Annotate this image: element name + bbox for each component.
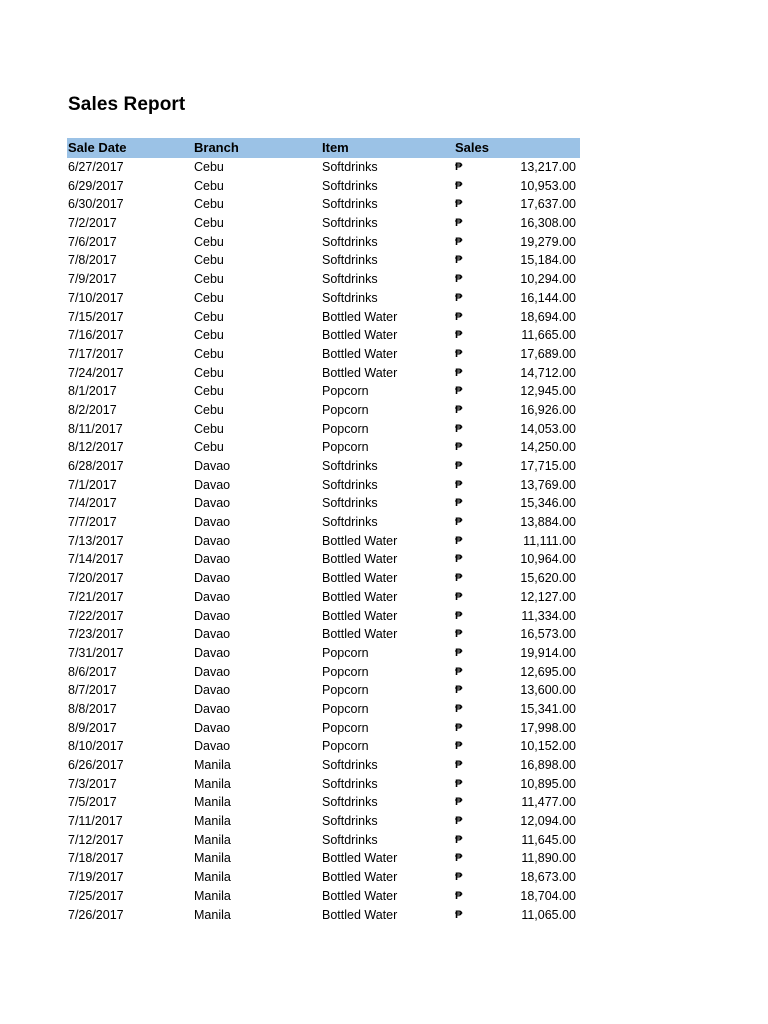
peso-sign-icon: ₱	[455, 329, 463, 342]
table-row	[67, 775, 580, 794]
cell-sales-amount: 11,665.00	[521, 328, 576, 343]
cell-sale-date: 7/12/2017	[68, 832, 124, 847]
cell-sale-date: 7/31/2017	[68, 645, 124, 660]
peso-sign-icon: ₱	[455, 665, 463, 678]
column-header-item: Item	[322, 140, 349, 155]
cell-item: Popcorn	[322, 421, 369, 436]
peso-sign-icon: ₱	[455, 684, 463, 697]
cell-sales-amount: 19,279.00	[520, 234, 576, 249]
table-row	[67, 906, 580, 925]
table-row	[67, 494, 580, 513]
peso-sign-icon: ₱	[455, 161, 463, 173]
peso-sign-icon: ₱	[455, 702, 463, 715]
peso-sign-icon: ₱	[455, 254, 463, 267]
cell-sale-date: 7/1/2017	[68, 477, 117, 492]
cell-sales-amount: 13,884.00	[520, 515, 576, 530]
peso-sign-icon: ₱	[455, 385, 463, 398]
cell-item: Bottled Water	[322, 627, 398, 642]
cell-item: Bottled Water	[322, 571, 398, 586]
table-header	[67, 138, 580, 158]
cell-item: Softdrinks	[322, 272, 378, 287]
cell-sale-date: 8/10/2017	[68, 739, 124, 754]
cell-item: Bottled Water	[322, 365, 398, 380]
peso-sign-icon: ₱	[455, 721, 463, 734]
cell-sales-amount: 15,620.00	[520, 571, 576, 586]
table-row	[67, 457, 580, 476]
cell-sale-date: 7/24/2017	[68, 365, 124, 380]
cell-item: Popcorn	[322, 645, 369, 660]
cell-sales-amount: 15,341.00	[520, 701, 576, 716]
peso-sign-icon: ₱	[455, 572, 463, 585]
cell-sales-amount: 12,127.00	[520, 589, 576, 604]
cell-sale-date: 7/5/2017	[68, 795, 117, 810]
table-row	[67, 364, 580, 383]
cell-sale-date: 7/6/2017	[68, 234, 117, 249]
cell-sales-amount: 18,704.00	[520, 888, 576, 903]
table-row	[67, 214, 580, 233]
table-row	[67, 382, 580, 401]
cell-item: Softdrinks	[322, 459, 378, 473]
cell-sales-amount: 15,346.00	[520, 496, 576, 511]
peso-sign-icon: ₱	[455, 497, 463, 510]
cell-branch: Cebu	[194, 384, 224, 399]
table-row	[67, 737, 580, 756]
table-row	[67, 438, 580, 457]
cell-item: Bottled Water	[322, 608, 398, 623]
table-row	[67, 849, 580, 868]
cell-branch: Davao	[194, 589, 231, 604]
cell-sales-amount: 15,184.00	[520, 253, 576, 268]
cell-branch: Cebu	[194, 197, 224, 212]
cell-sales-amount: 11,890.00	[521, 851, 576, 866]
cell-branch: Cebu	[194, 440, 224, 455]
cell-sale-date: 7/18/2017	[68, 851, 124, 866]
cell-sale-date: 8/6/2017	[68, 664, 117, 679]
cell-item: Bottled Water	[322, 552, 398, 567]
cell-sales-amount: 16,898.00	[520, 758, 576, 772]
table-row	[67, 401, 580, 420]
cell-item: Bottled Water	[322, 907, 398, 922]
cell-sale-date: 8/8/2017	[68, 701, 117, 716]
table-row	[67, 569, 580, 588]
cell-sales-amount: 12,094.00	[520, 814, 576, 829]
cell-item: Popcorn	[322, 440, 369, 455]
cell-item: Popcorn	[322, 720, 369, 735]
cell-sale-date: 7/26/2017	[68, 907, 124, 922]
cell-item: Softdrinks	[322, 178, 378, 193]
cell-item: Softdrinks	[322, 832, 378, 847]
peso-sign-icon: ₱	[455, 179, 463, 192]
cell-branch: Davao	[194, 701, 231, 716]
cell-sales-amount: 10,895.00	[520, 776, 576, 791]
table-row	[67, 270, 580, 289]
cell-sales-amount: 13,600.00	[520, 683, 576, 698]
cell-branch: Cebu	[194, 234, 224, 249]
cell-sale-date: 7/25/2017	[68, 888, 124, 903]
cell-item: Popcorn	[322, 384, 369, 399]
cell-sales-amount: 10,152.00	[520, 739, 576, 754]
cell-item: Softdrinks	[322, 197, 378, 212]
cell-item: Bottled Water	[322, 533, 398, 548]
cell-sales-amount: 13,769.00	[520, 477, 576, 492]
cell-item: Popcorn	[322, 664, 369, 679]
table-row	[67, 308, 580, 327]
cell-sales-amount: 17,715.00	[520, 459, 576, 473]
cell-branch: Davao	[194, 496, 231, 511]
table-body	[67, 158, 580, 924]
cell-branch: Cebu	[194, 216, 224, 231]
table-row	[67, 644, 580, 663]
cell-branch: Manila	[194, 758, 231, 772]
cell-sales-amount: 13,217.00	[520, 160, 576, 174]
table-row	[67, 158, 580, 177]
cell-sale-date: 7/16/2017	[68, 328, 124, 343]
cell-item: Softdrinks	[322, 496, 378, 511]
cell-sale-date: 8/7/2017	[68, 683, 117, 698]
cell-item: Softdrinks	[322, 795, 378, 810]
cell-branch: Davao	[194, 571, 231, 586]
peso-sign-icon: ₱	[455, 403, 463, 416]
table-row	[67, 831, 580, 850]
cell-item: Softdrinks	[322, 290, 378, 305]
cell-branch: Manila	[194, 907, 231, 922]
cell-item: Softdrinks	[322, 477, 378, 492]
cell-item: Softdrinks	[322, 758, 378, 772]
cell-sale-date: 7/22/2017	[68, 608, 124, 623]
cell-sale-date: 7/15/2017	[68, 309, 124, 324]
cell-item: Popcorn	[322, 683, 369, 698]
cell-sale-date: 6/30/2017	[68, 197, 124, 212]
table-row	[67, 532, 580, 551]
table-row	[67, 607, 580, 626]
cell-sales-amount: 12,945.00	[520, 384, 576, 399]
page-title: Sales Report	[68, 94, 186, 115]
column-header-branch: Branch	[194, 140, 239, 155]
cell-item: Bottled Water	[322, 851, 398, 866]
cell-item: Bottled Water	[322, 346, 398, 361]
cell-branch: Davao	[194, 552, 231, 567]
cell-sales-amount: 16,308.00	[520, 216, 576, 231]
cell-sale-date: 8/11/2017	[68, 421, 123, 436]
cell-sales-amount: 11,334.00	[521, 608, 576, 623]
cell-sales-amount: 10,953.00	[520, 178, 576, 193]
peso-sign-icon: ₱	[455, 759, 463, 771]
cell-item: Softdrinks	[322, 776, 378, 791]
cell-branch: Davao	[194, 683, 231, 698]
table-row	[67, 345, 580, 364]
cell-sales-amount: 17,689.00	[520, 346, 576, 361]
cell-item: Bottled Water	[322, 309, 398, 324]
column-header-sale-date: Sale Date	[68, 140, 127, 155]
table-row	[67, 681, 580, 700]
cell-item: Softdrinks	[322, 216, 378, 231]
peso-sign-icon: ₱	[455, 478, 463, 491]
cell-branch: Cebu	[194, 365, 224, 380]
peso-sign-icon: ₱	[455, 553, 463, 566]
cell-sale-date: 6/28/2017	[68, 459, 124, 473]
sales-table	[67, 138, 580, 924]
peso-sign-icon: ₱	[455, 291, 463, 304]
cell-sale-date: 7/3/2017	[68, 776, 117, 791]
peso-sign-icon: ₱	[455, 871, 463, 884]
cell-sale-date: 6/27/2017	[68, 160, 124, 174]
table-row	[67, 513, 580, 532]
cell-sales-amount: 16,573.00	[520, 627, 576, 642]
peso-sign-icon: ₱	[455, 534, 463, 547]
table-row	[67, 289, 580, 308]
table-row	[67, 420, 580, 439]
cell-item: Softdrinks	[322, 814, 378, 829]
cell-sales-amount: 18,673.00	[520, 870, 576, 885]
cell-branch: Cebu	[194, 402, 224, 417]
peso-sign-icon: ₱	[455, 889, 463, 902]
cell-sales-amount: 14,712.00	[520, 365, 576, 380]
cell-branch: Cebu	[194, 178, 224, 193]
cell-branch: Davao	[194, 608, 231, 623]
table-row	[67, 868, 580, 887]
peso-sign-icon: ₱	[455, 852, 463, 865]
cell-branch: Davao	[194, 477, 231, 492]
cell-branch: Davao	[194, 739, 231, 754]
cell-sale-date: 8/1/2017	[68, 384, 117, 399]
peso-sign-icon: ₱	[455, 833, 463, 846]
cell-sale-date: 7/8/2017	[68, 253, 117, 268]
cell-sale-date: 6/29/2017	[68, 178, 124, 193]
cell-sale-date: 8/2/2017	[68, 402, 117, 417]
cell-branch: Davao	[194, 627, 231, 642]
cell-item: Bottled Water	[322, 888, 398, 903]
cell-sales-amount: 11,477.00	[521, 795, 576, 810]
cell-branch: Davao	[194, 515, 231, 530]
cell-branch: Davao	[194, 533, 231, 548]
cell-sale-date: 8/12/2017	[68, 440, 124, 455]
cell-sale-date: 7/9/2017	[68, 272, 117, 287]
cell-sales-amount: 17,637.00	[520, 197, 576, 212]
peso-sign-icon: ₱	[455, 273, 463, 286]
cell-sale-date: 7/13/2017	[68, 533, 124, 548]
table-row	[67, 476, 580, 495]
cell-item: Popcorn	[322, 402, 369, 417]
peso-sign-icon: ₱	[455, 347, 463, 360]
cell-sales-amount: 12,695.00	[520, 664, 576, 679]
table-row	[67, 887, 580, 906]
cell-branch: Cebu	[194, 290, 224, 305]
peso-sign-icon: ₱	[455, 422, 463, 435]
cell-branch: Manila	[194, 832, 231, 847]
cell-sale-date: 7/17/2017	[68, 346, 124, 361]
peso-sign-icon: ₱	[455, 198, 463, 211]
cell-item: Popcorn	[322, 739, 369, 754]
table-row	[67, 812, 580, 831]
peso-sign-icon: ₱	[455, 628, 463, 641]
cell-branch: Cebu	[194, 272, 224, 287]
cell-sale-date: 7/4/2017	[68, 496, 117, 511]
peso-sign-icon: ₱	[455, 235, 463, 248]
table-row	[67, 793, 580, 812]
cell-sales-amount: 18,694.00	[520, 309, 576, 324]
peso-sign-icon: ₱	[455, 646, 463, 659]
cell-sales-amount: 16,144.00	[520, 290, 576, 305]
table-row	[67, 625, 580, 644]
cell-sales-amount: 16,926.00	[520, 402, 576, 417]
cell-branch: Manila	[194, 851, 231, 866]
table-row	[67, 756, 580, 775]
peso-sign-icon: ₱	[455, 908, 463, 921]
cell-branch: Manila	[194, 870, 231, 885]
column-header-sales: Sales	[455, 140, 489, 155]
cell-sale-date: 7/7/2017	[68, 515, 117, 530]
peso-sign-icon: ₱	[455, 460, 463, 472]
cell-sale-date: 7/14/2017	[68, 552, 124, 567]
cell-sales-amount: 19,914.00	[520, 645, 576, 660]
cell-item: Bottled Water	[322, 328, 398, 343]
cell-sale-date: 7/11/2017	[68, 814, 123, 829]
peso-sign-icon: ₱	[455, 590, 463, 603]
cell-branch: Manila	[194, 814, 231, 829]
table-row	[67, 326, 580, 345]
peso-sign-icon: ₱	[455, 796, 463, 809]
cell-sale-date: 7/19/2017	[68, 870, 124, 885]
peso-sign-icon: ₱	[455, 740, 463, 753]
cell-sale-date: 7/23/2017	[68, 627, 124, 642]
table-row	[67, 700, 580, 719]
cell-branch: Cebu	[194, 309, 224, 324]
cell-sales-amount: 11,065.00	[521, 907, 576, 922]
peso-sign-icon: ₱	[455, 366, 463, 379]
cell-item: Bottled Water	[322, 870, 398, 885]
cell-sales-amount: 11,645.00	[521, 832, 576, 847]
cell-item: Softdrinks	[322, 515, 378, 530]
table-row	[67, 251, 580, 270]
cell-branch: Cebu	[194, 328, 224, 343]
cell-sales-amount: 10,294.00	[520, 272, 576, 287]
cell-sales-amount: 14,053.00	[520, 421, 576, 436]
table-row	[67, 233, 580, 252]
cell-sale-date: 7/10/2017	[68, 290, 124, 305]
cell-sales-amount: 10,964.00	[520, 552, 576, 567]
table-row	[67, 663, 580, 682]
table-row	[67, 588, 580, 607]
cell-branch: Cebu	[194, 346, 224, 361]
peso-sign-icon: ₱	[455, 609, 463, 622]
cell-branch: Davao	[194, 645, 231, 660]
peso-sign-icon: ₱	[455, 815, 463, 828]
peso-sign-icon: ₱	[455, 441, 463, 454]
cell-branch: Manila	[194, 795, 231, 810]
cell-item: Popcorn	[322, 701, 369, 716]
cell-branch: Cebu	[194, 421, 224, 436]
table-row	[67, 195, 580, 214]
cell-item: Softdrinks	[322, 253, 378, 268]
cell-sales-amount: 11,111.00	[523, 533, 576, 548]
cell-item: Bottled Water	[322, 589, 398, 604]
table-row	[67, 719, 580, 738]
cell-sale-date: 7/21/2017	[68, 589, 124, 604]
cell-sales-amount: 17,998.00	[520, 720, 576, 735]
cell-branch: Manila	[194, 888, 231, 903]
cell-sale-date: 8/9/2017	[68, 720, 117, 735]
cell-branch: Davao	[194, 459, 231, 473]
cell-sale-date: 7/20/2017	[68, 571, 124, 586]
cell-branch: Cebu	[194, 253, 224, 268]
cell-branch: Cebu	[194, 160, 224, 174]
cell-branch: Davao	[194, 664, 231, 679]
cell-sale-date: 6/26/2017	[68, 758, 124, 772]
peso-sign-icon: ₱	[455, 516, 463, 529]
peso-sign-icon: ₱	[455, 777, 463, 790]
peso-sign-icon: ₱	[455, 217, 463, 230]
cell-item: Softdrinks	[322, 234, 378, 249]
peso-sign-icon: ₱	[455, 310, 463, 323]
table-row	[67, 550, 580, 569]
cell-sale-date: 7/2/2017	[68, 216, 117, 231]
cell-branch: Davao	[194, 720, 231, 735]
cell-branch: Manila	[194, 776, 231, 791]
cell-sales-amount: 14,250.00	[520, 440, 576, 455]
cell-item: Softdrinks	[322, 160, 378, 174]
table-row	[67, 177, 580, 196]
